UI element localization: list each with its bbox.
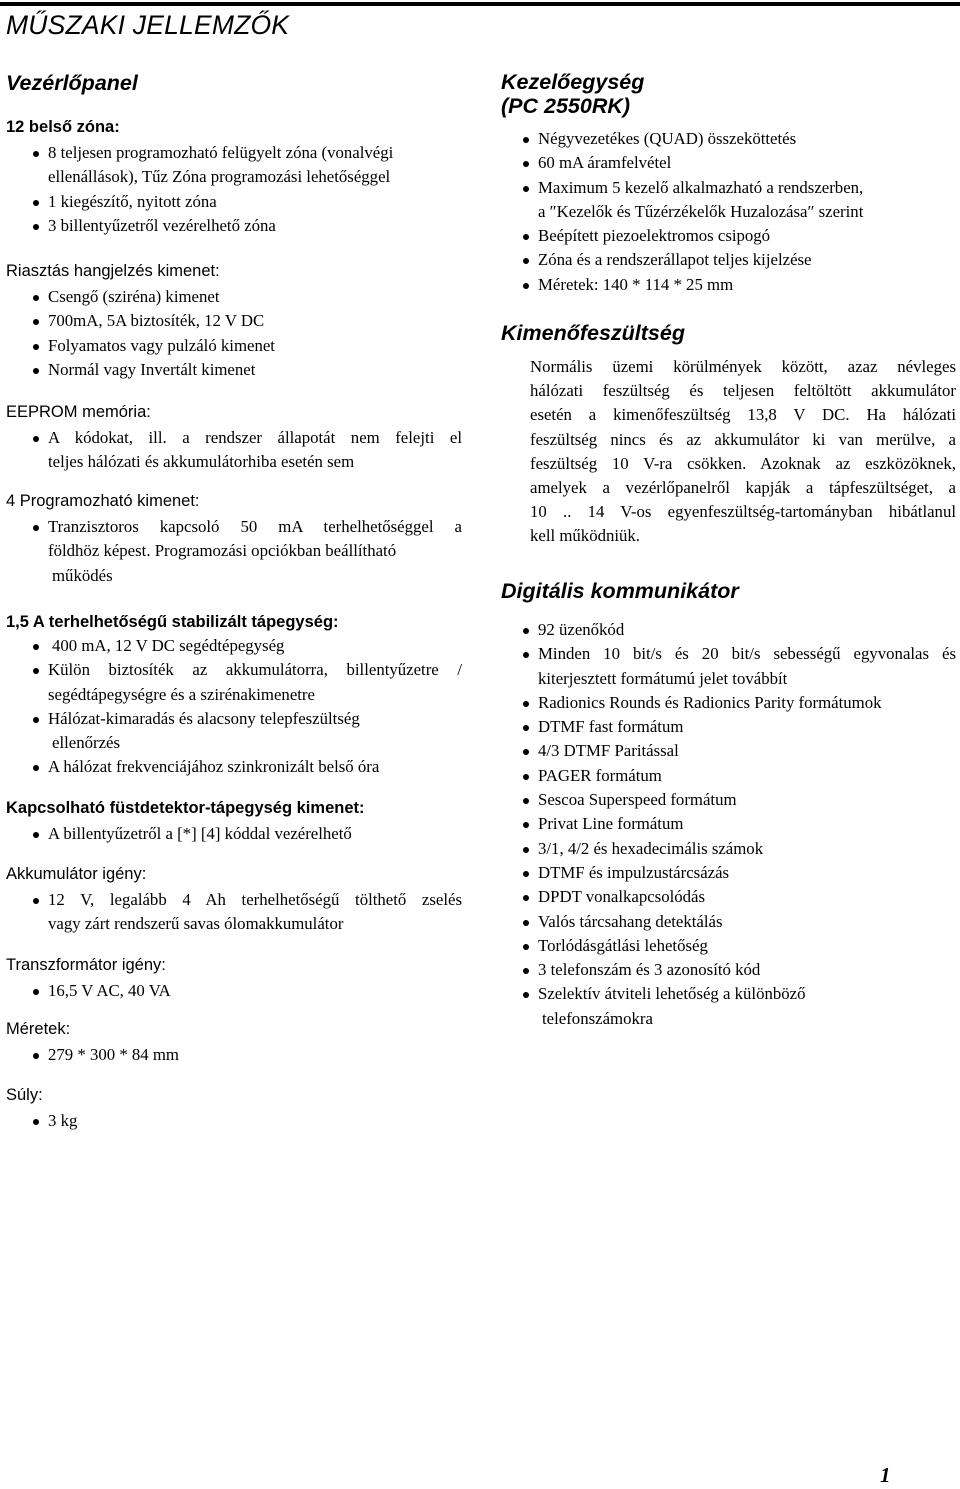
list-item <box>6 1109 464 1133</box>
bullet-icon <box>33 898 39 904</box>
bullet-icon <box>33 668 39 674</box>
list-item-text: segédtápegységre és a szirénakimenetre <box>48 684 315 704</box>
output-voltage-heading: Kimenőfeszültség <box>501 321 685 345</box>
list-item-text: Hálózat-kimaradás és alacsony telepfeszültség <box>48 708 360 728</box>
list-item <box>6 658 462 707</box>
header-rule <box>0 2 960 6</box>
keypad-heading-line: Kezelőegység <box>501 70 645 94</box>
communicator-heading: Digitális kommunikátor <box>501 579 739 603</box>
list-item <box>496 812 956 836</box>
zones-list <box>6 141 464 238</box>
list-item <box>6 515 462 588</box>
list-item <box>6 888 462 937</box>
bullet-icon <box>523 798 529 804</box>
list-item <box>496 715 956 739</box>
list-item <box>496 788 956 812</box>
keypad-model-line: (PC 2550RK) <box>501 94 631 118</box>
list-item-text: 3/1, 4/2 és hexadecimális számok <box>538 838 764 858</box>
bullet-icon <box>523 944 529 950</box>
list-item-text: 4/3 DTMF Paritással <box>538 741 679 761</box>
list-item <box>496 176 956 225</box>
bullet-icon <box>33 151 39 157</box>
list-item-text: 16,5 V AC, 40 VA <box>48 981 171 1000</box>
bullet-icon <box>523 186 529 192</box>
list-item <box>496 642 956 691</box>
control-panel-heading: Vezérlőpanel <box>6 71 138 95</box>
list-item-text: 92 üzenőkód <box>538 620 625 639</box>
bullet-icon <box>523 725 529 731</box>
list-item-text: Maximum 5 kezelő alkalmazható a rendszerben, <box>538 177 864 197</box>
zones-label: 12 belső zóna: <box>6 118 120 136</box>
list-item-text: kiterjesztett formátumú jelet továbbít <box>538 668 788 688</box>
list-item-text: A billentyűzetről a [*] [4] kóddal vezérelhető <box>48 824 352 843</box>
bullet-icon <box>523 774 529 780</box>
list-item <box>496 248 956 272</box>
programmable-output-label: 4 Programozható kimenet: <box>6 492 200 510</box>
list-item-text: Szelektív átviteli lehetőség a különböző <box>538 984 806 1004</box>
list-item <box>496 934 956 958</box>
list-item <box>6 979 464 1003</box>
paragraph-line: Normális üzemi körülmények között, azaz névleges <box>530 357 956 376</box>
list-item <box>6 755 462 779</box>
list-item <box>496 618 956 642</box>
bullet-icon <box>523 871 529 877</box>
programmable-output-list <box>6 515 462 588</box>
bullet-icon <box>33 717 39 723</box>
alarm-list <box>6 285 464 382</box>
list-item <box>6 707 462 756</box>
paragraph-line: 10 .. 14 V-os egyenfeszültség-tartományban hibátlanul <box>530 502 956 522</box>
list-item-text: Privat Line formátum <box>538 814 684 834</box>
paragraph-line: feszültség 10 V-ra csökken. Azoknak az eszközöknek, <box>530 453 956 473</box>
list-item-text: 3 telefonszám és 3 azonosító kód <box>538 960 761 980</box>
list-item-text: Beépített piezoelektromos csipogó <box>538 226 771 246</box>
list-item-text: 279 * 300 * 84 mm <box>48 1045 179 1064</box>
transformer-list <box>6 979 464 1003</box>
list-item-text: 3 billentyűzetről vezérelhető zóna <box>48 215 276 235</box>
bullet-icon <box>33 295 39 301</box>
list-item-text: Valós tárcsahang detektálás <box>538 911 723 931</box>
power-supply-list <box>6 634 462 780</box>
bullet-icon <box>33 989 39 995</box>
list-item-text: 700mA, 5A biztosíték, 12 V DC <box>48 311 265 331</box>
list-item <box>496 861 956 885</box>
bullet-icon <box>523 968 529 974</box>
bullet-icon <box>523 749 529 755</box>
list-item <box>496 691 956 715</box>
list-item-text: DPDT vonalkapcsolódás <box>538 887 706 907</box>
list-item <box>496 273 956 297</box>
list-item <box>496 910 956 934</box>
list-item <box>6 309 464 333</box>
bullet-icon <box>523 992 529 998</box>
list-item-text: 12 V, legalább 4 Ah terhelhetőségű tölthető zselés <box>48 890 462 909</box>
eeprom-list <box>6 426 462 475</box>
list-item-text: ellenállások), Tűz Zóna programozási lehetőséggel <box>48 167 391 187</box>
list-item-text: A hálózat frekvenciájához szinkronizált belső óra <box>48 757 380 777</box>
bullet-icon <box>33 319 39 325</box>
bullet-icon <box>523 652 529 658</box>
alarm-output-label: Riasztás hangjelzés kimenet: <box>6 262 220 280</box>
paragraph-line: esetén a kimenőfeszültség 13,8 V DC. Ha hálózati <box>530 405 956 425</box>
list-item-text: Torlódásgátlási lehetőség <box>538 935 708 955</box>
bullet-icon <box>523 847 529 853</box>
list-item-text: működés <box>52 565 113 585</box>
bullet-icon <box>33 644 39 650</box>
weight-list <box>6 1109 464 1133</box>
list-item-text: PAGER formátum <box>538 765 662 785</box>
paragraph-line: kell működniük. <box>530 526 641 546</box>
bullet-icon <box>523 920 529 926</box>
list-item-text: 400 mA, 12 V DC segédtépegység <box>52 636 285 655</box>
list-item-text: Méretek: 140 * 114 * 25 mm <box>538 274 734 294</box>
paragraph-line: hálózati feszültség és teljesen feltöltött akkumulátor <box>530 381 956 401</box>
list-item-text: 60 mA áramfelvétel <box>538 153 672 173</box>
list-item <box>6 634 462 658</box>
bullet-icon <box>33 224 39 230</box>
list-item <box>496 127 956 151</box>
list-item-text: 3 kg <box>48 1111 78 1130</box>
list-item <box>496 224 956 248</box>
list-item-text: Külön biztosíték az akkumulátorra, billentyűzetre / <box>48 660 462 680</box>
list-item-text: ellenőrzés <box>52 733 121 753</box>
battery-label: Akkumulátor igény: <box>6 865 147 883</box>
bullet-icon <box>33 832 39 838</box>
list-item-text: földhöz képest. Programozási opciókban beállítható <box>48 541 397 561</box>
list-item <box>6 822 464 846</box>
list-item <box>6 190 464 214</box>
bullet-icon <box>523 822 529 828</box>
list-item <box>496 982 956 1031</box>
list-item <box>6 214 464 238</box>
bullet-icon <box>523 628 529 634</box>
list-item <box>6 426 462 475</box>
list-item-text: DTMF fast formátum <box>538 717 684 737</box>
list-item-text: 1 kiegészítő, nyitott zóna <box>48 191 217 211</box>
bullet-icon <box>523 701 529 707</box>
page-header <box>0 0 960 48</box>
bullet-icon <box>33 368 39 374</box>
bullet-icon <box>33 765 39 771</box>
smoke-detector-list <box>6 822 464 846</box>
weight-label: Súly: <box>6 1086 43 1104</box>
list-item <box>6 141 464 190</box>
list-item-text: teljes hálózati és akkumulátorhiba esetén sem <box>48 452 355 472</box>
bullet-icon <box>33 1119 39 1125</box>
bullet-icon <box>523 895 529 901</box>
power-supply-label: 1,5 A terhelhetőségű stabilizált tápegység: <box>6 613 339 631</box>
battery-list <box>6 888 462 937</box>
list-item-text: telefonszámokra <box>542 1008 653 1028</box>
communicator-list <box>496 618 956 1031</box>
list-item-text: a ″Kezelők és Tűzérzékelők Huzalozása″ szerint <box>538 201 864 221</box>
list-item <box>496 151 956 175</box>
list-item-text: Folyamatos vagy pulzáló kimenet <box>48 335 275 355</box>
transformer-label: Transzformátor igény: <box>6 956 166 974</box>
list-item-text: Minden 10 bit/s és 20 bit/s sebességű egyvonalas és <box>538 644 956 664</box>
list-item-text: Csengő (sziréna) kimenet <box>48 287 220 306</box>
eeprom-label: EEPROM memória: <box>6 403 151 421</box>
bullet-icon <box>33 436 39 442</box>
bullet-icon <box>523 137 529 143</box>
dimensions-list <box>6 1043 464 1067</box>
list-item-text: Tranzisztoros kapcsoló 50 mA terhelhetőséggel a <box>48 517 462 536</box>
bullet-icon <box>523 258 529 264</box>
page-number: 1 <box>880 1463 891 1487</box>
list-item-text: 8 teljesen programozható felügyelt zóna (vonalvégi <box>48 143 394 162</box>
list-item <box>6 1043 464 1067</box>
keypad-heading <box>501 70 644 118</box>
bullet-icon <box>33 1053 39 1059</box>
bullet-icon <box>33 525 39 531</box>
bullet-icon <box>523 283 529 289</box>
dimensions-label: Méretek: <box>6 1020 71 1038</box>
list-item-text: Normál vagy Invertált kimenet <box>48 359 256 379</box>
list-item <box>496 837 956 861</box>
list-item <box>496 885 956 909</box>
bullet-icon <box>33 200 39 206</box>
list-item-text: Négyvezetékes (QUAD) összeköttetés <box>538 129 797 148</box>
page-title: MŰSZAKI JELLEMZŐK <box>6 10 290 40</box>
list-item-text: Radionics Rounds és Radionics Parity formátumok <box>538 692 882 712</box>
list-item-text: Zóna és a rendszerállapot teljes kijelzése <box>538 250 812 270</box>
bullet-icon <box>33 344 39 350</box>
list-item <box>6 285 464 309</box>
output-voltage-paragraph <box>530 355 956 549</box>
list-item <box>6 358 464 382</box>
list-item <box>496 739 956 763</box>
list-item <box>496 764 956 788</box>
list-item-text: DTMF és impulzustárcsázás <box>538 862 730 882</box>
list-item <box>6 334 464 358</box>
list-item <box>496 958 956 982</box>
keypad-list <box>496 127 956 297</box>
bullet-icon <box>523 161 529 167</box>
smoke-detector-label: Kapcsolható füstdetektor-tápegység kimenet: <box>6 799 365 817</box>
list-item-text: vagy zárt rendszerű savas ólomakkumulátor <box>48 914 344 934</box>
list-item-text: Sescoa Superspeed formátum <box>538 790 737 810</box>
paragraph-line: feszültség nincs és az akkumulátor ki van merülve, a <box>530 429 956 449</box>
bullet-icon <box>523 234 529 240</box>
list-item-text: A kódokat, ill. a rendszer állapotát nem felejti el <box>48 428 462 447</box>
paragraph-line: amelyek a vezérlőpanelről kapják a tápfeszültséget, a <box>530 478 956 498</box>
